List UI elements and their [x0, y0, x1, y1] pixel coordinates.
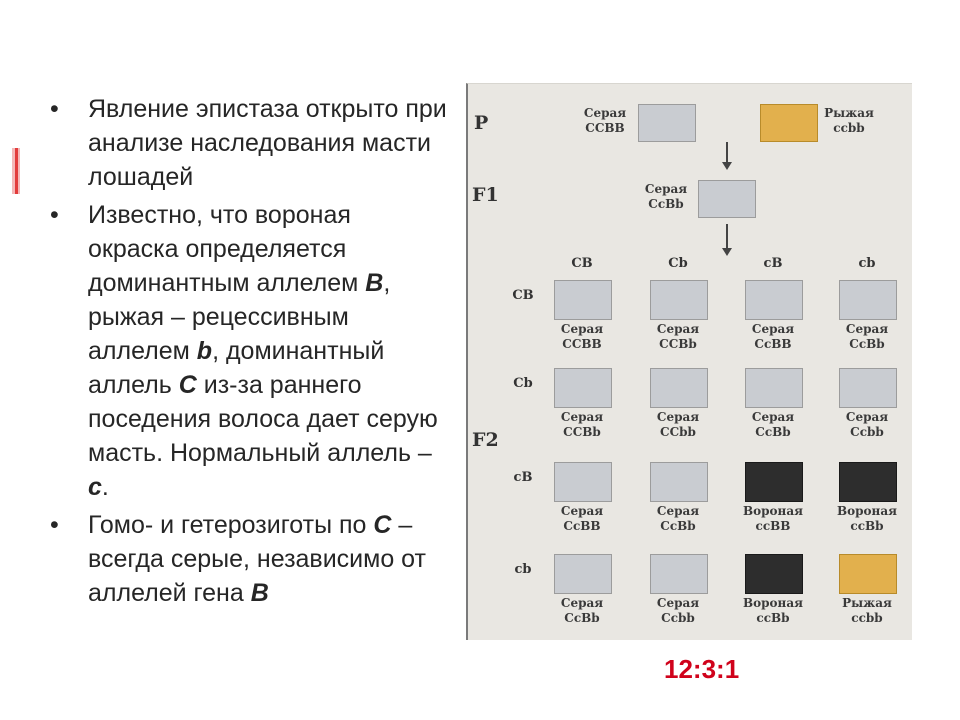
- offspring-color-name: Вороная: [743, 596, 803, 610]
- column-header: Cb: [668, 256, 688, 271]
- allele-c: c: [88, 473, 102, 501]
- offspring-color-name: Серая: [656, 322, 700, 336]
- offspring-genotype: ccBb: [756, 611, 790, 625]
- f1-color-name: Серая: [644, 182, 688, 196]
- offspring-color-name: Серая: [656, 504, 700, 518]
- generation-label-f2: F2: [472, 429, 499, 451]
- offspring-label: [831, 322, 903, 352]
- offspring-swatch: [839, 554, 897, 594]
- parent2-label: [820, 106, 878, 136]
- offspring-genotype: CcBB: [754, 337, 792, 351]
- offspring-label: [737, 504, 809, 534]
- bullet-text: Известно, что вороная окраска определяется доминантным аллелем: [88, 201, 366, 297]
- offspring-swatch: [650, 368, 708, 408]
- allele-C: C: [373, 511, 392, 539]
- column-header: CB: [571, 256, 593, 271]
- parent1-swatch: [638, 104, 696, 142]
- offspring-color-name: Серая: [560, 322, 604, 336]
- offspring-genotype: Ccbb: [661, 611, 695, 625]
- offspring-label: [546, 410, 618, 440]
- offspring-swatch: [839, 368, 897, 408]
- offspring-color-name: Серая: [656, 410, 700, 424]
- generation-label-p: P: [474, 112, 489, 134]
- f1-arrow: [726, 224, 728, 254]
- offspring-genotype: CCBb: [563, 425, 601, 439]
- offspring-color-name: Рыжая: [842, 596, 892, 610]
- offspring-color-name: Вороная: [837, 504, 897, 518]
- offspring-label: [546, 596, 618, 626]
- offspring-genotype: CcBB: [563, 519, 601, 533]
- bullet-text: .: [101, 473, 109, 501]
- parent2-color-name: Рыжая: [824, 106, 874, 120]
- offspring-color-name: Серая: [845, 322, 889, 336]
- generation-label-f1: F1: [472, 184, 499, 206]
- offspring-genotype: CCBb: [659, 337, 697, 351]
- parent2-swatch: [760, 104, 818, 142]
- offspring-label: [642, 410, 714, 440]
- offspring-label: [831, 504, 903, 534]
- bullet-text: – всегда серые, независимо от аллелей гена: [88, 511, 426, 607]
- offspring-genotype: ccbb: [851, 611, 883, 625]
- offspring-genotype: ccBb: [850, 519, 884, 533]
- offspring-swatch: [554, 368, 612, 408]
- offspring-label: [546, 504, 618, 534]
- offspring-label: [737, 322, 809, 352]
- bullet-item-3: [48, 508, 448, 610]
- offspring-genotype: CcBb: [849, 337, 885, 351]
- bullet-list: [48, 92, 448, 614]
- offspring-color-name: Вороная: [743, 504, 803, 518]
- segregation-ratio: 12:3:1: [664, 654, 740, 684]
- offspring-color-name: Серая: [656, 596, 700, 610]
- genetics-diagram-panel: [466, 83, 912, 640]
- offspring-genotype: CcBb: [755, 425, 791, 439]
- bullet-text: Явление эпистаза открыто при анализе наследования масти лошадей: [88, 95, 447, 191]
- offspring-swatch: [554, 462, 612, 502]
- offspring-genotype: Ccbb: [850, 425, 884, 439]
- row-header: Cb: [513, 376, 533, 391]
- offspring-color-name: Серая: [751, 410, 795, 424]
- row-header: cb: [514, 562, 532, 577]
- bullet-text: из-за раннего поседения волоса дает серую масть. Нормальный аллель –: [88, 371, 438, 467]
- offspring-swatch: [839, 462, 897, 502]
- allele-B: B: [250, 579, 269, 607]
- bullet-text: , рыжая – рецессивным аллелем: [88, 269, 391, 365]
- offspring-swatch: [650, 280, 708, 320]
- offspring-label: [642, 596, 714, 626]
- parent1-label: [576, 106, 634, 136]
- offspring-label: [831, 410, 903, 440]
- offspring-color-name: Серая: [560, 504, 604, 518]
- bullet-text: Гомо- и гетерозиготы по: [88, 511, 374, 539]
- bullet-item-1: [48, 92, 448, 194]
- allele-B: B: [365, 269, 384, 297]
- row-header: cB: [513, 470, 533, 485]
- offspring-swatch: [839, 280, 897, 320]
- f1-swatch: [698, 180, 756, 218]
- offspring-swatch: [745, 368, 803, 408]
- offspring-label: [737, 410, 809, 440]
- f1-label: [638, 182, 694, 212]
- offspring-color-name: Серая: [751, 322, 795, 336]
- slide-accent-bar: [12, 148, 20, 194]
- offspring-genotype: CCbb: [660, 425, 696, 439]
- column-header: cb: [858, 256, 876, 271]
- row-header: CB: [512, 288, 534, 303]
- allele-C: C: [178, 371, 197, 399]
- offspring-swatch: [554, 554, 612, 594]
- offspring-swatch: [745, 280, 803, 320]
- offspring-label: [642, 322, 714, 352]
- offspring-genotype: CcBb: [564, 611, 600, 625]
- offspring-label: [737, 596, 809, 626]
- offspring-genotype: CCBB: [562, 337, 602, 351]
- offspring-swatch: [650, 554, 708, 594]
- offspring-color-name: Серая: [560, 596, 604, 610]
- allele-b: b: [196, 337, 213, 365]
- offspring-color-name: Серая: [560, 410, 604, 424]
- offspring-swatch: [745, 554, 803, 594]
- offspring-genotype: CcBb: [660, 519, 696, 533]
- column-header: cB: [763, 256, 783, 271]
- offspring-genotype: ccBB: [755, 519, 791, 533]
- offspring-swatch: [650, 462, 708, 502]
- f1-genotype: CcBb: [648, 197, 684, 211]
- offspring-color-name: Серая: [845, 410, 889, 424]
- parent1-color-name: Серая: [583, 106, 627, 120]
- offspring-swatch: [554, 280, 612, 320]
- parent2-genotype: ccbb: [833, 121, 865, 135]
- parent1-genotype: CCBB: [585, 121, 625, 135]
- offspring-label: [831, 596, 903, 626]
- offspring-label: [546, 322, 618, 352]
- offspring-label: [642, 504, 714, 534]
- offspring-swatch: [745, 462, 803, 502]
- bullet-text: , доминантный аллель: [88, 337, 385, 399]
- cross-arrow: [726, 142, 728, 168]
- bullet-item-2: [48, 198, 448, 504]
